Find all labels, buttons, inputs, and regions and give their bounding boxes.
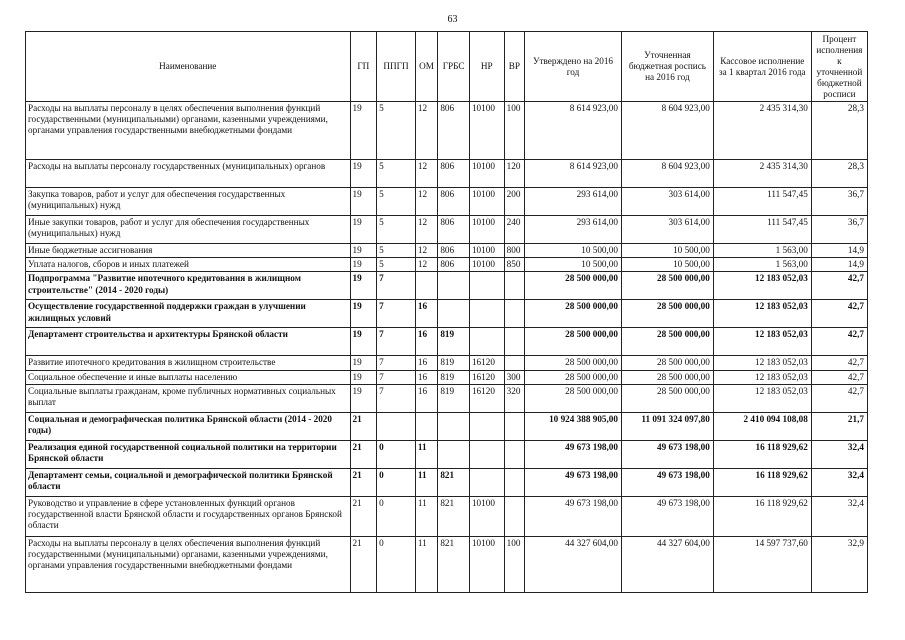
cell-percent: 42,7 <box>811 384 867 412</box>
cell-percent: 21,7 <box>811 412 867 440</box>
table-row <box>26 468 868 496</box>
cell-percent: 32,4 <box>811 440 867 468</box>
cell-om: 12 <box>415 244 437 258</box>
cell-approved: 10 500,00 <box>525 258 622 272</box>
cell-refined: 49 673 198,00 <box>621 496 713 536</box>
cell-om: 16 <box>415 300 437 328</box>
cell-grbs: 819 <box>438 356 470 370</box>
cell-grbs <box>438 440 470 468</box>
cell-percent: 32,9 <box>811 536 867 592</box>
header-cash: Кассовое исполнение за 1 квартал 2016 года <box>713 32 811 102</box>
cell-ppgp: 0 <box>377 536 416 592</box>
cell-cash: 2 435 314,30 <box>713 102 811 160</box>
header-ppgp: ППГП <box>377 32 416 102</box>
cell-grbs: 806 <box>438 244 470 258</box>
cell-refined: 28 500 000,00 <box>621 272 713 300</box>
cell-name: Развитие ипотечного кредитования в жилищном строительстве <box>26 356 351 370</box>
cell-name: Расходы на выплаты персоналу в целях обеспечения выполнения функций государственными (муниципальными) органами, казенными учреждениями, органами управления государственными внебюджетными фондами <box>26 536 351 592</box>
cell-grbs: 821 <box>438 536 470 592</box>
cell-approved: 28 500 000,00 <box>525 272 622 300</box>
cell-ppgp: 7 <box>377 384 416 412</box>
header-om: ОМ <box>415 32 437 102</box>
header-refined: Уточненная бюджетная роспись на 2016 год <box>621 32 713 102</box>
cell-cash: 16 118 929,62 <box>713 440 811 468</box>
cell-cash: 111 547,45 <box>713 188 811 216</box>
header-vr: ВР <box>504 32 524 102</box>
table-row <box>26 384 868 412</box>
table-row <box>26 216 868 244</box>
cell-om: 12 <box>415 160 437 188</box>
cell-nr: 10100 <box>469 188 504 216</box>
cell-gp: 19 <box>350 328 377 356</box>
cell-gp: 21 <box>350 440 377 468</box>
cell-grbs: 806 <box>438 188 470 216</box>
cell-name: Социальная и демографическая политика Брянской области (2014 - 2020 годы) <box>26 412 351 440</box>
cell-grbs: 806 <box>438 102 470 160</box>
cell-cash: 1 563,00 <box>713 258 811 272</box>
cell-om: 11 <box>415 468 437 496</box>
cell-refined: 10 500,00 <box>621 258 713 272</box>
cell-ppgp: 7 <box>377 356 416 370</box>
cell-ppgp: 7 <box>377 300 416 328</box>
cell-om: 16 <box>415 328 437 356</box>
cell-om: 11 <box>415 440 437 468</box>
table-row <box>26 258 868 272</box>
header-nr: НР <box>469 32 504 102</box>
cell-cash: 1 563,00 <box>713 244 811 258</box>
cell-vr <box>504 412 524 440</box>
cell-nr: 10100 <box>469 102 504 160</box>
cell-approved: 293 614,00 <box>525 216 622 244</box>
table-row <box>26 412 868 440</box>
cell-cash: 12 183 052,03 <box>713 272 811 300</box>
header-grbs: ГРБС <box>438 32 470 102</box>
cell-vr: 850 <box>504 258 524 272</box>
cell-approved: 28 500 000,00 <box>525 328 622 356</box>
cell-percent: 42,7 <box>811 272 867 300</box>
cell-vr: 100 <box>504 102 524 160</box>
cell-grbs: 806 <box>438 258 470 272</box>
cell-vr: 100 <box>504 536 524 592</box>
cell-gp: 19 <box>350 370 377 384</box>
cell-nr <box>469 412 504 440</box>
page-number: 63 <box>447 14 458 25</box>
cell-nr <box>469 328 504 356</box>
cell-nr: 10100 <box>469 216 504 244</box>
header-name: Наименование <box>26 32 351 102</box>
cell-om: 12 <box>415 216 437 244</box>
cell-name: Осуществление государственной поддержки граждан в улучшении жилищных условий <box>26 300 351 328</box>
cell-name: Расходы на выплаты персоналу в целях обеспечения выполнения функций государственными (муниципальными) органами, казенными учреждениями, органами управления государственными внебюджетными фондами <box>26 102 351 160</box>
cell-cash: 12 183 052,03 <box>713 300 811 328</box>
cell-om: 12 <box>415 102 437 160</box>
cell-approved: 28 500 000,00 <box>525 370 622 384</box>
cell-refined: 8 604 923,00 <box>621 160 713 188</box>
cell-grbs: 821 <box>438 496 470 536</box>
cell-vr: 800 <box>504 244 524 258</box>
cell-gp: 19 <box>350 244 377 258</box>
cell-om: 12 <box>415 258 437 272</box>
cell-ppgp: 5 <box>377 160 416 188</box>
table-row <box>26 440 868 468</box>
cell-gp: 19 <box>350 272 377 300</box>
cell-ppgp: 0 <box>377 468 416 496</box>
cell-approved: 28 500 000,00 <box>525 300 622 328</box>
cell-percent: 42,7 <box>811 370 867 384</box>
cell-grbs: 819 <box>438 328 470 356</box>
cell-approved: 293 614,00 <box>525 188 622 216</box>
cell-percent: 42,7 <box>811 300 867 328</box>
table-row <box>26 244 868 258</box>
cell-approved: 28 500 000,00 <box>525 384 622 412</box>
cell-om: 16 <box>415 356 437 370</box>
cell-nr <box>469 468 504 496</box>
cell-nr: 16120 <box>469 370 504 384</box>
header-approved: Утверждено на 2016 год <box>525 32 622 102</box>
cell-percent: 14,9 <box>811 258 867 272</box>
cell-cash: 111 547,45 <box>713 216 811 244</box>
cell-name: Социальные выплаты гражданам, кроме публичных нормативных социальных выплат <box>26 384 351 412</box>
cell-vr <box>504 440 524 468</box>
cell-gp: 21 <box>350 536 377 592</box>
cell-nr: 10100 <box>469 160 504 188</box>
cell-vr <box>504 272 524 300</box>
cell-cash: 12 183 052,03 <box>713 356 811 370</box>
cell-gp: 21 <box>350 496 377 536</box>
cell-percent: 32,4 <box>811 496 867 536</box>
table-row <box>26 496 868 536</box>
cell-name: Иные закупки товаров, работ и услуг для обеспечения государственных (муниципальных) нужд <box>26 216 351 244</box>
cell-name: Иные бюджетные ассигнования <box>26 244 351 258</box>
cell-approved: 8 614 923,00 <box>525 160 622 188</box>
cell-om: 16 <box>415 370 437 384</box>
cell-name: Расходы на выплаты персоналу государственных (муниципальных) органов <box>26 160 351 188</box>
cell-name: Закупка товаров, работ и услуг для обеспечения государственных (муниципальных) нужд <box>26 188 351 216</box>
cell-ppgp: 0 <box>377 496 416 536</box>
cell-gp: 19 <box>350 300 377 328</box>
table-header-row <box>26 32 868 102</box>
table-row <box>26 160 868 188</box>
cell-percent: 42,7 <box>811 328 867 356</box>
cell-grbs: 806 <box>438 160 470 188</box>
cell-nr <box>469 272 504 300</box>
cell-refined: 10 500,00 <box>621 244 713 258</box>
cell-percent: 14,9 <box>811 244 867 258</box>
header-gp: ГП <box>350 32 377 102</box>
cell-name: Социальное обеспечение и иные выплаты населению <box>26 370 351 384</box>
cell-vr <box>504 496 524 536</box>
table-row <box>26 300 868 328</box>
cell-ppgp <box>377 412 416 440</box>
cell-gp: 19 <box>350 188 377 216</box>
cell-percent: 36,7 <box>811 216 867 244</box>
cell-om <box>415 272 437 300</box>
cell-refined: 49 673 198,00 <box>621 468 713 496</box>
cell-name: Подпрограмма "Развитие ипотечного кредитования в жилищном строительстве" (2014 - 2020 годы) <box>26 272 351 300</box>
cell-refined: 28 500 000,00 <box>621 300 713 328</box>
cell-cash: 12 183 052,03 <box>713 384 811 412</box>
cell-vr: 200 <box>504 188 524 216</box>
cell-ppgp: 7 <box>377 272 416 300</box>
cell-percent: 32,4 <box>811 468 867 496</box>
cell-grbs: 819 <box>438 370 470 384</box>
table-row <box>26 356 868 370</box>
cell-refined: 11 091 324 097,80 <box>621 412 713 440</box>
table-row <box>26 328 868 356</box>
cell-grbs <box>438 300 470 328</box>
cell-om: 16 <box>415 384 437 412</box>
table-row <box>26 102 868 160</box>
cell-gp: 21 <box>350 468 377 496</box>
cell-ppgp: 5 <box>377 216 416 244</box>
cell-ppgp: 5 <box>377 188 416 216</box>
cell-nr <box>469 300 504 328</box>
cell-vr: 320 <box>504 384 524 412</box>
cell-vr: 120 <box>504 160 524 188</box>
cell-ppgp: 5 <box>377 258 416 272</box>
cell-grbs: 806 <box>438 216 470 244</box>
cell-vr <box>504 328 524 356</box>
cell-gp: 19 <box>350 384 377 412</box>
cell-cash: 2 410 094 108,08 <box>713 412 811 440</box>
cell-gp: 19 <box>350 258 377 272</box>
cell-grbs <box>438 272 470 300</box>
cell-vr: 300 <box>504 370 524 384</box>
cell-nr: 10100 <box>469 496 504 536</box>
cell-approved: 28 500 000,00 <box>525 356 622 370</box>
cell-grbs <box>438 412 470 440</box>
cell-gp: 19 <box>350 160 377 188</box>
cell-name: Уплата налогов, сборов и иных платежей <box>26 258 351 272</box>
cell-vr <box>504 300 524 328</box>
cell-cash: 2 435 314,30 <box>713 160 811 188</box>
cell-nr: 16120 <box>469 356 504 370</box>
budget-table <box>25 31 868 593</box>
cell-gp: 21 <box>350 412 377 440</box>
cell-gp: 19 <box>350 216 377 244</box>
cell-refined: 8 604 923,00 <box>621 102 713 160</box>
cell-name: Реализация единой государственной социальной политики на территории Брянской области <box>26 440 351 468</box>
cell-gp: 19 <box>350 356 377 370</box>
header-percent: Процент исполнения к уточненной бюджетной росписи <box>811 32 867 102</box>
table-row <box>26 370 868 384</box>
cell-vr <box>504 356 524 370</box>
cell-om: 12 <box>415 188 437 216</box>
cell-percent: 28,3 <box>811 102 867 160</box>
cell-refined: 44 327 604,00 <box>621 536 713 592</box>
table-body <box>26 102 868 593</box>
cell-om <box>415 412 437 440</box>
cell-om: 11 <box>415 536 437 592</box>
cell-gp: 19 <box>350 102 377 160</box>
cell-nr: 10100 <box>469 536 504 592</box>
cell-approved: 49 673 198,00 <box>525 468 622 496</box>
cell-nr: 10100 <box>469 258 504 272</box>
cell-approved: 10 500,00 <box>525 244 622 258</box>
cell-cash: 12 183 052,03 <box>713 328 811 356</box>
cell-refined: 28 500 000,00 <box>621 356 713 370</box>
cell-grbs: 819 <box>438 384 470 412</box>
cell-name: Департамент строительства и архитектуры Брянской области <box>26 328 351 356</box>
cell-cash: 16 118 929,62 <box>713 496 811 536</box>
cell-approved: 10 924 388 905,00 <box>525 412 622 440</box>
cell-approved: 49 673 198,00 <box>525 496 622 536</box>
cell-ppgp: 7 <box>377 328 416 356</box>
cell-refined: 49 673 198,00 <box>621 440 713 468</box>
table-row <box>26 272 868 300</box>
cell-ppgp: 0 <box>377 440 416 468</box>
cell-cash: 12 183 052,03 <box>713 370 811 384</box>
cell-refined: 28 500 000,00 <box>621 370 713 384</box>
cell-nr: 16120 <box>469 384 504 412</box>
cell-refined: 303 614,00 <box>621 188 713 216</box>
cell-nr <box>469 440 504 468</box>
cell-refined: 28 500 000,00 <box>621 328 713 356</box>
cell-percent: 28,3 <box>811 160 867 188</box>
table-row <box>26 536 868 592</box>
cell-cash: 14 597 737,60 <box>713 536 811 592</box>
cell-name: Руководство и управление в сфере установленных функций органов государственной власти Брянской области и государственных органов Брянской области <box>26 496 351 536</box>
cell-nr: 10100 <box>469 244 504 258</box>
cell-ppgp: 7 <box>377 370 416 384</box>
cell-name: Департамент семьи, социальной и демографической политики Брянской области <box>26 468 351 496</box>
cell-vr <box>504 468 524 496</box>
cell-grbs: 821 <box>438 468 470 496</box>
cell-vr: 240 <box>504 216 524 244</box>
cell-om: 11 <box>415 496 437 536</box>
table-row <box>26 188 868 216</box>
cell-approved: 44 327 604,00 <box>525 536 622 592</box>
cell-refined: 303 614,00 <box>621 216 713 244</box>
cell-cash: 16 118 929,62 <box>713 468 811 496</box>
cell-approved: 49 673 198,00 <box>525 440 622 468</box>
cell-percent: 36,7 <box>811 188 867 216</box>
cell-refined: 28 500 000,00 <box>621 384 713 412</box>
cell-approved: 8 614 923,00 <box>525 102 622 160</box>
cell-ppgp: 5 <box>377 244 416 258</box>
cell-ppgp: 5 <box>377 102 416 160</box>
cell-percent: 42,7 <box>811 356 867 370</box>
